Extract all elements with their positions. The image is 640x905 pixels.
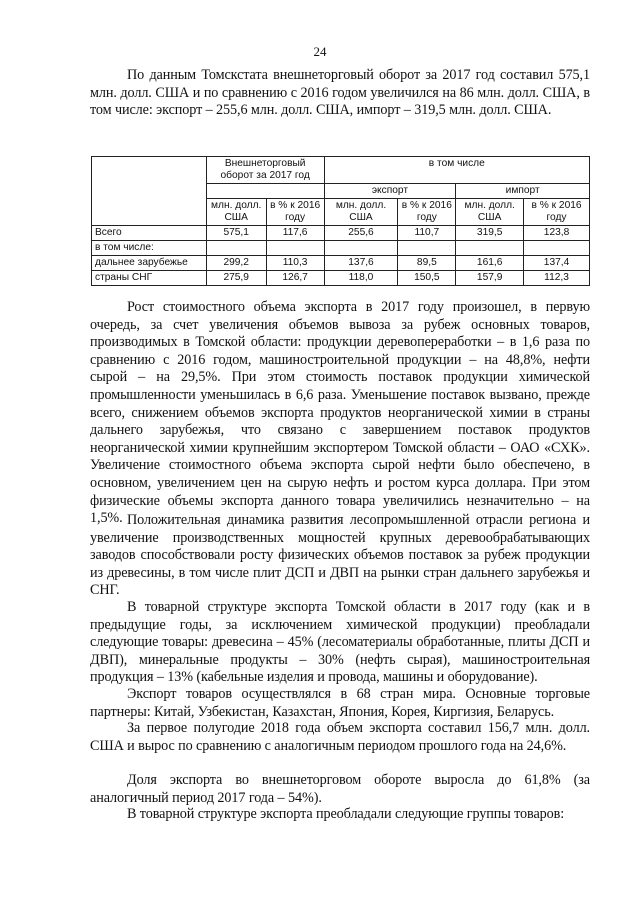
row-label: страны СНГ bbox=[92, 271, 207, 286]
table-row bbox=[92, 256, 590, 271]
header-empty-cell bbox=[92, 157, 207, 199]
export-growth-paragraph: Рост стоимостного объема экспорта в 2017 году произошел, в первую очередь, за счет увеличения объемов вывоза за рубеж основных товаров, производимых в Томской области: продукции деревопереработки – в 1,6 раза по сравнению с 2016 годом, машиностроительной продукции – на 48,8%, нефти сырой – на 29,5%. При этом стоимость поставок продукции химической промышленности уменьшилась в 6,6 раза. Уменьшение поставок вызвано, прежде всего, снижением объемов экспорта продуктов неорганической химии в страны дальнего зарубежья, что связано с завершением поставок продуктов неорганической химии крупнейшим экспортером Томской области – ОАО «СХК». Увеличение стоимостного объема экспорта сырой нефти было обеспечено, в основном, увеличением цен на сырую нефть и ростом курса доллара. При этом физические объемы экспорта данного товара увеличились незначительно – на 1,5%. bbox=[90, 299, 590, 527]
cell-turnover-pct: 126,7 bbox=[266, 271, 324, 286]
row-label: в том числе: bbox=[92, 241, 207, 256]
cell-turnover-pct: 110,3 bbox=[266, 256, 324, 271]
units-empty-cell bbox=[92, 199, 207, 226]
cell-import-pct: 137,4 bbox=[524, 256, 590, 271]
cell-turnover-pct: 117,6 bbox=[266, 226, 324, 241]
header-export: экспорт bbox=[324, 184, 456, 199]
cell-export-mln bbox=[324, 241, 398, 256]
cell-import-mln: 161,6 bbox=[456, 256, 524, 271]
header-turnover-cont bbox=[206, 184, 324, 199]
table-row bbox=[92, 241, 590, 256]
cell-import-pct: 123,8 bbox=[524, 226, 590, 241]
cell-export-mln: 118,0 bbox=[324, 271, 398, 286]
unit-export-mln: млн. долл. США bbox=[324, 199, 398, 226]
export-structure-paragraph: В товарной структуре экспорта Томской области в 2017 году (как и в предыдущие годы, за исключением химической продукции) преобладали следующие товары: древесина – 45% (лесоматериалы обработанные, плиты ДСП и ДВП), минеральные продукты – 30% (нефть сырая), машиностроительная продукция – 13% (кабельные изделия и провода, машины и оборудование). bbox=[90, 599, 590, 686]
cell-import-mln bbox=[456, 241, 524, 256]
cell-export-mln: 137,6 bbox=[324, 256, 398, 271]
cell-import-mln: 319,5 bbox=[456, 226, 524, 241]
cell-turnover-mln: 275,9 bbox=[206, 271, 266, 286]
cell-turnover-pct bbox=[266, 241, 324, 256]
cell-import-pct: 112,3 bbox=[524, 271, 590, 286]
cell-export-pct: 150,5 bbox=[398, 271, 456, 286]
header-including: в том числе bbox=[324, 157, 589, 184]
partners-paragraph: Экспорт товаров осуществлялся в 68 стран мира. Основные торговые партнеры: Китай, Узбекистан, Казахстан, Япония, Корея, Киргизия, Беларусь. bbox=[90, 686, 590, 720]
header-turnover: Внешнеторговый оборот за 2017 год bbox=[206, 157, 324, 184]
cell-export-pct bbox=[398, 241, 456, 256]
cell-turnover-mln: 575,1 bbox=[206, 226, 266, 241]
cell-turnover-mln bbox=[206, 241, 266, 256]
goods-groups-paragraph: В товарной структуре экспорта преобладали следующие группы товаров: bbox=[127, 806, 565, 822]
cell-export-pct: 110,7 bbox=[398, 226, 456, 241]
half-year-paragraph: За первое полугодие 2018 года объем экспорта составил 156,7 млн. долл. США и вырос по сравнению с аналогичным периодом прошлого года на 24,6%. bbox=[90, 720, 590, 754]
row-label: Всего bbox=[92, 226, 207, 241]
cell-turnover-mln: 299,2 bbox=[206, 256, 266, 271]
table-header-row bbox=[92, 157, 590, 184]
unit-export-pct: в % к 2016 году bbox=[398, 199, 456, 226]
unit-import-pct: в % к 2016 году bbox=[524, 199, 590, 226]
table-row bbox=[92, 226, 590, 241]
trade-turnover-table bbox=[91, 156, 590, 286]
cell-export-pct: 89,5 bbox=[398, 256, 456, 271]
row-label: дальнее зарубежье bbox=[92, 256, 207, 271]
cell-export-mln: 255,6 bbox=[324, 226, 398, 241]
unit-turnover-pct: в % к 2016 году bbox=[266, 199, 324, 226]
header-import: импорт bbox=[456, 184, 590, 199]
cell-import-pct bbox=[524, 241, 590, 256]
forestry-paragraph: Положительная динамика развития лесопромышленной отрасли региона и увеличение производственных мощностей крупных деревообрабатывающих заводов способствовали росту физических объемов поставок за рубеж продукции из древесины, в том числе плит ДСП и ДВП на рынки стран дальнего зарубежья и СНГ. bbox=[90, 512, 590, 599]
table-units-row bbox=[92, 199, 590, 226]
unit-import-mln: млн. долл. США bbox=[456, 199, 524, 226]
cell-import-mln: 157,9 bbox=[456, 271, 524, 286]
export-share-paragraph: Доля экспорта во внешнеторговом обороте выросла до 61,8% (за аналогичный период 2017 года – 54%). bbox=[90, 772, 590, 806]
table-row bbox=[92, 271, 590, 286]
page-number: 24 bbox=[313, 44, 327, 59]
intro-paragraph: По данным Томскстата внешнеторговый оборот за 2017 год составил 575,1 млн. долл. США и по сравнению с 2016 годом увеличился на 86 млн. долл. США, в том числе: экспорт – 255,6 млн. долл. США, импорт – 319,5 млн. долл. США. bbox=[90, 67, 590, 119]
unit-turnover-mln: млн. долл. США bbox=[206, 199, 266, 226]
